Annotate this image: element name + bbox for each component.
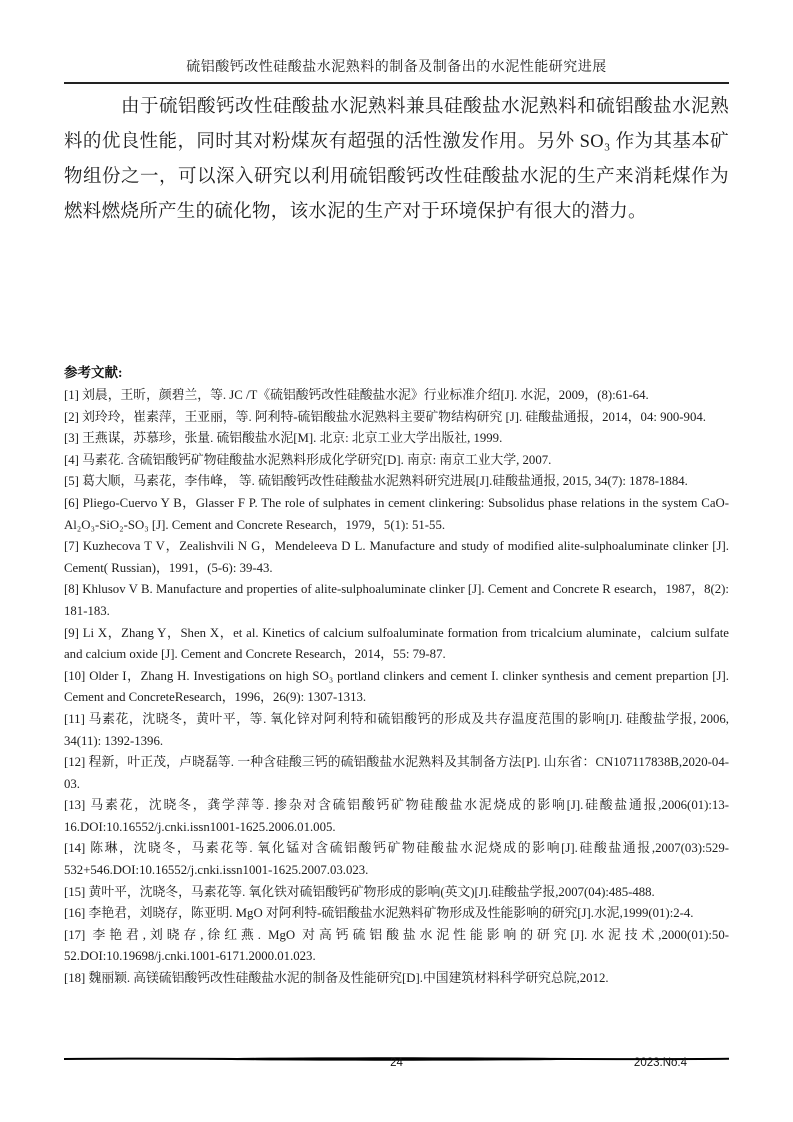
reference-item: [6] Pliego-Cuervo Y B，Glasser F P. The role of sulphates in cement clinkering: Subsolidus phase relations in the system CaO-Al₂O₃-SiO₂-SO₃ [J]. Cement and Concrete Research，1979，5(1): 51-55. — [64, 495, 729, 532]
reference-item: [11] 马素花，沈晓冬，黄叶平，等. 氧化锌对阿利特和硫铝酸钙的形成及共存温度范围的影响[J]. 硅酸盐学报, 2006, 34(11): 1392-1396. — [64, 711, 729, 748]
reference-item: [2] 刘玲玲，崔素萍，王亚丽，等. 阿利特-硫铝酸盐水泥熟料主要矿物结构研究 [J]. 硅酸盐通报，2014，04: 900-904. — [64, 409, 706, 424]
issue-number: 2023.No.4 — [633, 1057, 687, 1069]
references-list — [64, 385, 729, 990]
reference-item: [10] Older I，Zhang H. Investigations on high SO₃ portland clinkers and cement I. clinker synthesis and cement prepartion [J]. Cement and ConcreteResearch，1996，26(9): 1307-1313. — [64, 668, 729, 705]
reference-item: [1] 刘晨，王昕，颜碧兰，等. JC /T《硫铝酸钙改性硅酸盐水泥》行业标准介绍[J]. 水泥，2009，(8):61-64. — [64, 388, 649, 402]
page-number: 24 — [390, 1057, 403, 1069]
body-paragraph: 由于硫铝酸钙改性硅酸盐水泥熟料兼具硅酸盐水泥熟料和硫铝酸盐水泥熟料的优良性能，同时其对粉煤灰有超强的活性激发作用。另外 SO₃ 作为其基本矿物组份之一，可以深入研究以利用硫铝酸钙改性硅酸盐水泥的生产来消耗煤作为燃料燃烧所产生的硫化物，该水泥的生产对于环境保护有很大的潜力。 — [64, 97, 729, 222]
footer-rule — [64, 1049, 729, 1055]
reference-item: [18] 魏丽颖. 高镁硫铝酸钙改性硅酸盐水泥的制备及性能研究[D].中国建筑材料科学研究总院,2012. — [64, 971, 609, 986]
header-rule — [64, 82, 729, 84]
references-heading: 参考文献: — [64, 365, 123, 380]
reference-item: [16] 李艳君，刘晓存，陈亚明. MgO 对阿利特-硫铝酸盐水泥熟料矿物形成及性能影响的研究[J].水泥,1999(01):2-4. — [64, 906, 694, 921]
reference-item: [17] 李艳君,刘晓存,徐红燕. MgO 对高钙硫铝酸盐水泥性能影响的研究[J].水泥技术,2000(01):50-52.DOI:10.19698/j.cnki.1001-6171.2000.01.023. — [64, 927, 729, 964]
running-header-title: 硫铝酸钙改性硅酸盐水泥熟料的制备及制备出的水泥性能研究进展 — [186, 60, 607, 75]
reference-item: [7] Kuzhecova T V，Zealishvili N G，Mendeleeva D L. Manufacture and study of modified alite-sulphoaluminate clinker [J]. Cement( Russian)，1991，(5-6): 39-43. — [64, 539, 729, 575]
reference-item: [13] 马素花，沈晓冬，龚学萍等. 掺杂对含硫铝酸钙矿物硅酸盐水泥烧成的影响[J].硅酸盐通报,2006(01):13-16.DOI:10.16552/j.cnki.issn1001-1625.2006.01.005. — [64, 798, 729, 834]
reference-item: [9] Li X，Zhang Y，Shen X，et al. Kinetics of calcium sulfoaluminate formation from tricalcium aluminate，calcium sulfate and calcium oxide [J]. Cement and Concrete Research，2014，55: 79-87. — [64, 625, 729, 662]
reference-item: [3] 王燕谋，苏慕珍，张量. 硫铝酸盐水泥[M]. 北京: 北京工业大学出版社, 1999. — [64, 431, 503, 446]
reference-item: [15] 黄叶平，沈晓冬，马素花等. 氧化铁对硫铝酸钙矿物形成的影响(英文)[J].硅酸盐学报,2007(04):485-488. — [64, 884, 655, 899]
reference-item: [5] 葛大顺，马素花，李伟峰， 等. 硫铝酸钙改性硅酸盐水泥熟料研究进展[J].硅酸盐通报, 2015, 34(7): 1878-1884. — [64, 474, 688, 489]
reference-item: [14] 陈琳，沈晓冬，马素花等. 氧化锰对含硫铝酸钙矿物硅酸盐水泥烧成的影响[J].硅酸盐通报,2007(03):529-532+546.DOI:10.16552/j.cnki.issn1001-1625.2007.03.023. — [64, 841, 729, 878]
reference-item: [8] Khlusov V B. Manufacture and properties of alite-sulphoaluminate clinker [J]. Cement and Concrete R esearch，1987，8(2): 181-183. — [64, 582, 729, 618]
reference-item: [4] 马素花. 含硫铝酸钙矿物硅酸盐水泥熟料形成化学研究[D]. 南京: 南京工业大学, 2007. — [64, 452, 552, 467]
reference-item: [12] 程新，叶正茂，卢晓磊等. 一种含硅酸三钙的硫铝酸盐水泥熟料及其制备方法[P]. 山东省：CN107117838B,2020-04-03. — [64, 755, 729, 791]
